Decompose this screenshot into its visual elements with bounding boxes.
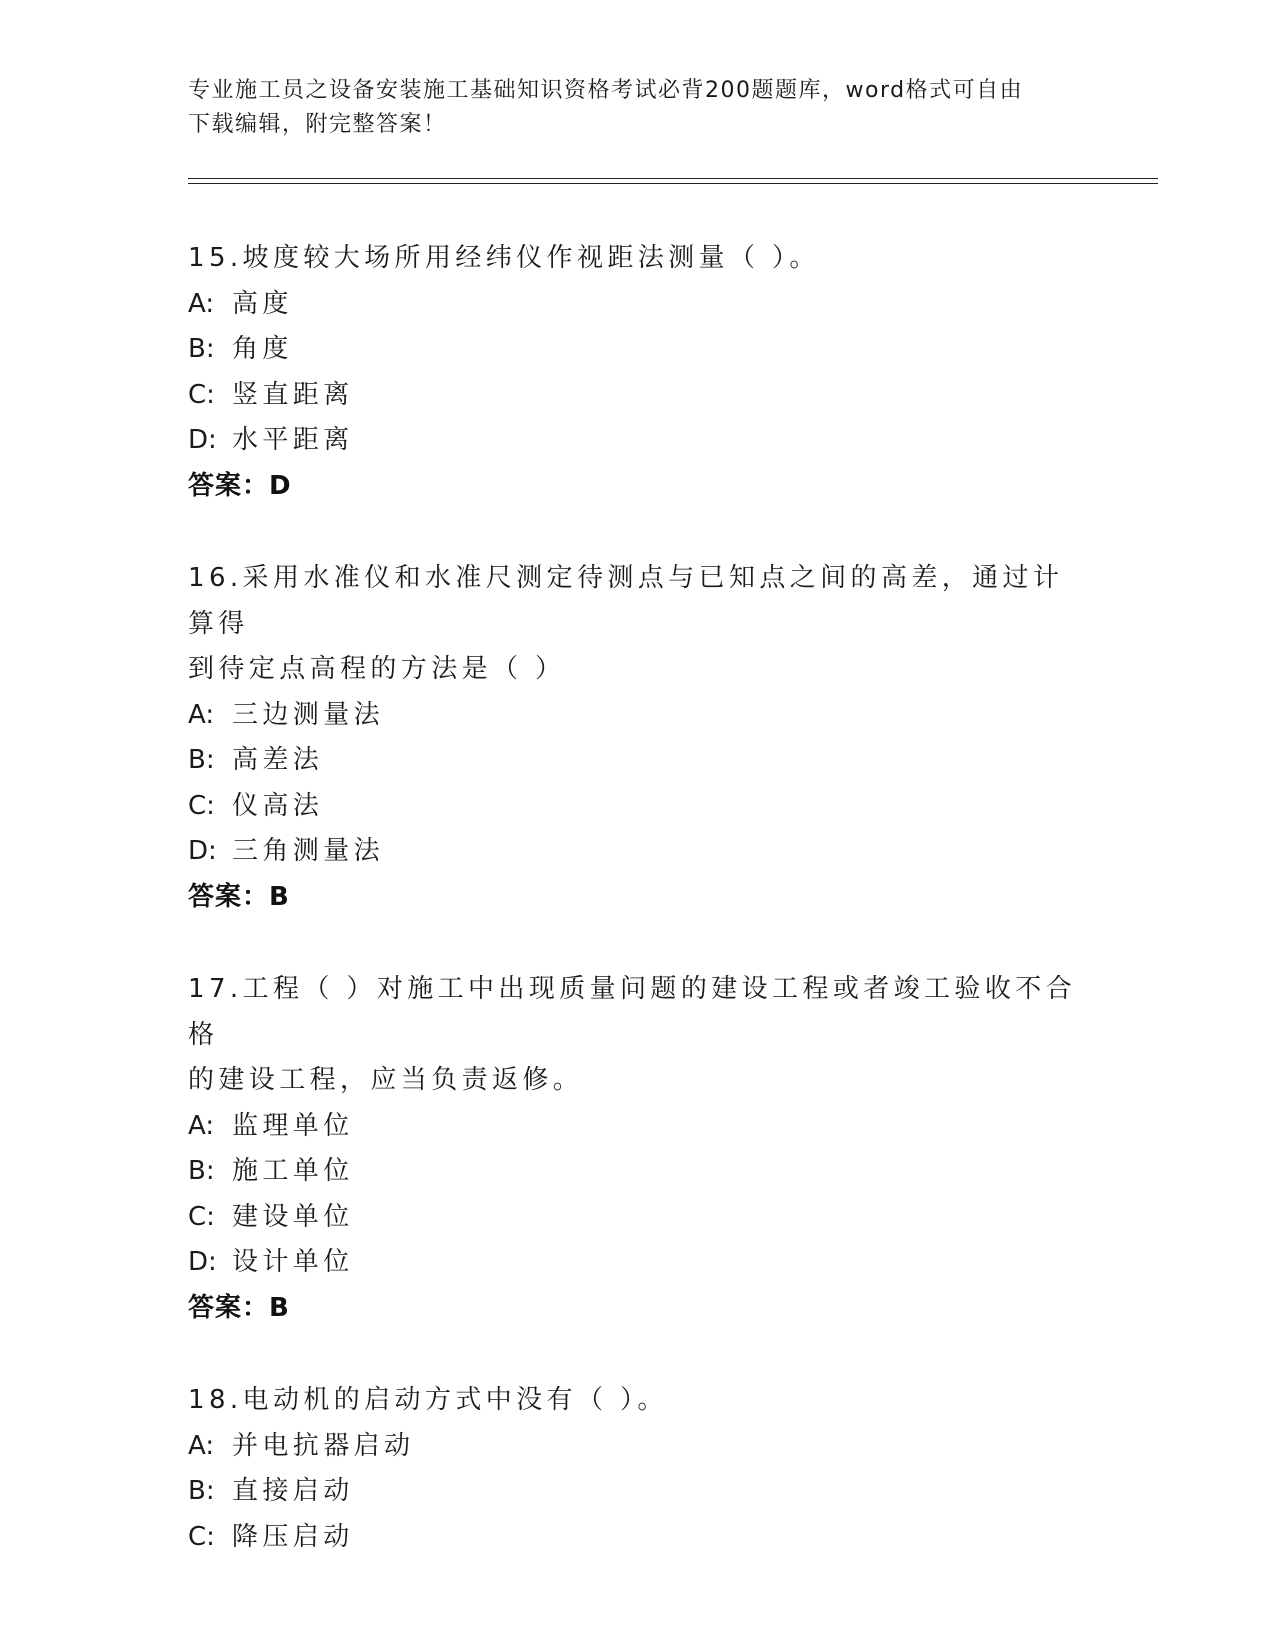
option-letter: B: [188,1156,215,1186]
answer: 答案：D [188,470,292,501]
answer: 答案：B [188,881,290,912]
option-letter: C: [188,379,215,410]
option-letter: A: [188,288,215,319]
option-b [188,327,1088,373]
option-a [188,1104,1088,1150]
option-letter: B: [188,334,215,364]
option-text: 角度 [232,334,293,364]
option-a [188,1424,1088,1470]
option-text: 仪高法 [232,790,324,821]
document-header [188,74,1088,142]
option-d [188,1240,1088,1286]
option-d [188,829,1088,875]
option-c [188,784,1088,830]
option-text: 建设单位 [232,1201,354,1232]
option-text: 竖直距离 [232,379,354,410]
header-divider-top [188,178,1158,179]
option-b [188,1149,1088,1195]
header-line-2: 下载编辑，附完整答案！ [188,112,447,137]
option-a [188,282,1088,328]
option-letter: D: [188,836,217,866]
option-letter: C: [188,790,215,821]
header-divider-bottom [188,183,1158,184]
option-letter: A: [188,1110,215,1141]
option-letter: B: [188,745,215,775]
answer: 答案：B [188,1292,290,1323]
question-title-line-1: 17.工程（ ）对施工中出现质量问题的建设工程或者竣工验收不合格 [188,974,1077,1050]
option-text: 施工单位 [232,1156,354,1186]
option-text: 三边测量法 [232,699,385,730]
option-text: 并电抗器启动 [232,1430,415,1461]
option-text: 高差法 [232,745,324,775]
question-title-line-2: 的建设工程，应当负责返修。 [188,1065,584,1095]
question-title: 15.坡度较大场所用经纬仪作视距法测量（ ）。 [188,243,820,273]
question-title: 18.电动机的启动方式中没有（ ）。 [188,1385,668,1415]
option-letter: A: [188,1430,215,1461]
option-letter: A: [188,699,215,730]
question-17 [188,967,1088,1331]
option-c [188,1515,1088,1561]
option-d [188,418,1088,464]
option-text: 监理单位 [232,1110,354,1141]
option-b [188,1469,1088,1515]
option-letter: D: [188,425,217,455]
option-text: 三角测量法 [232,836,385,866]
option-letter: B: [188,1476,215,1506]
option-letter: C: [188,1521,215,1552]
option-letter: D: [188,1247,217,1277]
option-text: 降压启动 [232,1521,354,1552]
question-title-line-1: 16.采用水准仪和水准尺测定待测点与已知点之间的高差，通过计算得 [188,563,1064,639]
option-text: 高度 [232,288,293,319]
question-list [188,236,1088,1607]
option-a [188,693,1088,739]
question-18 [188,1378,1088,1560]
question-15 [188,236,1088,509]
header-line-1: 专业施工员之设备安装施工基础知识资格考试必背200题题库，word格式可自由 [188,78,1024,103]
option-text: 水平距离 [232,425,354,455]
question-title-line-2: 到待定点高程的方法是（ ） [188,654,566,684]
option-c [188,373,1088,419]
option-b [188,738,1088,784]
option-text: 直接启动 [232,1476,354,1506]
option-text: 设计单位 [232,1247,354,1277]
option-letter: C: [188,1201,215,1232]
question-16 [188,556,1088,920]
option-c [188,1195,1088,1241]
